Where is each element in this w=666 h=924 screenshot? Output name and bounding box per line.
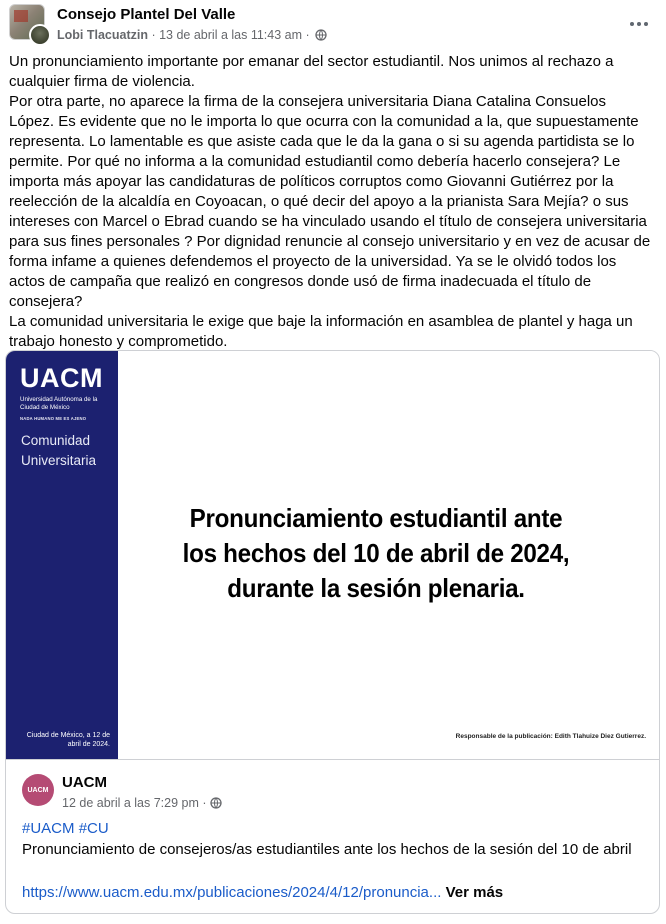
post-header — [0, 0, 666, 50]
uacm-logo: UACM — [20, 363, 103, 393]
meta-separator: · — [302, 28, 314, 42]
image-responsible: Responsable de la publicación: Edith Tlahuize Diez Gutierrez. — [455, 733, 646, 740]
city-date: Ciudad de México, a 12 de abril de 2024. — [26, 732, 110, 748]
shared-page-name-link[interactable]: UACM — [62, 774, 107, 791]
hashtag-link[interactable]: #UACM — [22, 820, 75, 837]
logo-tagline: NADA HUMANO ME ES AJENO — [20, 416, 87, 421]
shared-post-text: Pronunciamiento de consejeros/as estudiantiles ante los hechos de la sesión del 10 de abril — [22, 841, 632, 858]
shared-post-timestamp[interactable]: 12 de abril a las 7:29 pm — [62, 796, 199, 810]
uacm-avatar[interactable] — [22, 774, 54, 806]
shared-link-line — [22, 884, 503, 901]
meta-separator: · — [147, 28, 160, 42]
more-horizontal-icon — [629, 14, 649, 32]
image-sidebar — [6, 351, 118, 759]
shared-url-link[interactable]: https://www.uacm.edu.mx/publicaciones/2024/4/12/pronuncia... — [22, 884, 442, 901]
post-meta — [57, 28, 327, 44]
logo-subtitle: Universidad Autónoma de la Ciudad de México — [20, 396, 98, 411]
uacm-avatar-text: UACM — [27, 786, 49, 794]
hashtag-link[interactable]: #CU — [78, 820, 109, 837]
post-body — [9, 52, 654, 352]
image-title: Pronunciamiento estudiantil ante los hechos del 10 de abril de 2024, durante la sesión plenaria. — [182, 503, 570, 603]
page-name-link[interactable]: Consejo Plantel Del Valle — [57, 6, 236, 23]
see-more-button[interactable]: Ver más — [445, 884, 504, 901]
community-label: Comunidad Universitaria — [21, 433, 97, 468]
page-avatar-group[interactable] — [9, 4, 49, 44]
shared-post-meta — [62, 796, 222, 812]
author-avatar[interactable] — [29, 24, 51, 46]
shared-post-card[interactable] — [5, 350, 660, 914]
meta-separator: · — [198, 796, 210, 810]
post-paragraph: La comunidad universitaria le exige que baje la información en asamblea de plantel y haga un trabajo honesto y comprometido. — [9, 313, 633, 350]
shared-post-info — [6, 759, 659, 914]
globe-icon — [210, 797, 222, 812]
post-paragraph: Por otra parte, no aparece la firma de la consejera universitaria Diana Catalina Consuelos López. Es evidente que no le importa lo que ocurra con la comunidad a la, que supuestamente representa. Lo lamentable es que asiste cada que le da la gana o si su agenda partidista se lo permite. Por qué no informa a la comunidad estudiantil como debería hacerlo consejera? Le importa más apoyar las candidaturas de políticos corruptos como Giovanni Gutiérrez por la reelección de la alcaldía en Coyoacan, o qué decir del apoyo a la prianista Sara Mejía? o sus intereses con Marcel o Ebrad cuando se ha vinculado usando el título de consejera universitaria para sus fines personales ? Por dignidad renuncie al consejo universitario y en vez de acusar de forma infame a quienes defendemos el proyecto de la universidad. Ya se le olvidó todos los actos de campaña que realizó en congresos donde usó de firma inadecuada el título de consejera? — [9, 93, 651, 310]
globe-icon — [315, 29, 327, 44]
post-timestamp[interactable]: 13 de abril a las 11:43 am — [159, 28, 303, 42]
shared-image[interactable] — [6, 351, 659, 759]
author-name-link[interactable]: Lobi Tlacuatzin — [57, 28, 148, 42]
more-options-button[interactable] — [624, 8, 654, 38]
hashtags — [22, 820, 109, 837]
post-paragraph: Un pronunciamiento importante por emanar del sector estudiantil. Nos unimos al rechazo a cualquier firma de violencia. — [9, 53, 614, 90]
